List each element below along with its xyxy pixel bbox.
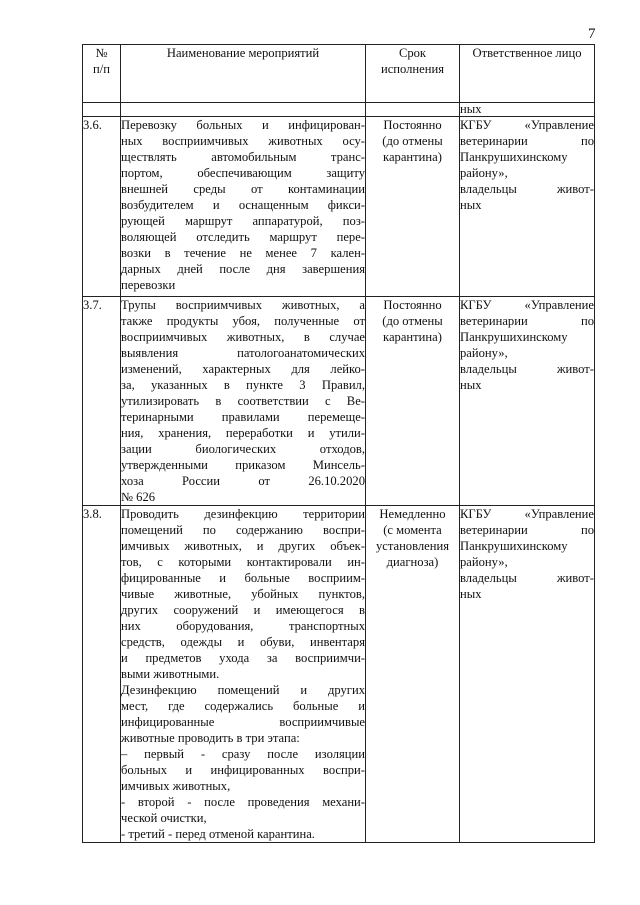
header-term	[366, 45, 460, 103]
measure-text-line: средств, одежды и обуви, инвентаря	[121, 635, 365, 649]
term-text-line: (до отмены	[382, 314, 443, 328]
measure-text-line: выявления патологоанатомических	[121, 346, 365, 360]
term-text-line: (до отмены	[382, 134, 443, 148]
responsible-text-line: владельцы живот-	[460, 182, 594, 196]
continuation-text: ных	[460, 103, 595, 117]
responsible-text-line: ных	[460, 198, 482, 212]
measure-text-line: - второй - после проведения механи-	[121, 795, 365, 809]
measure-text-line: перевозки	[121, 278, 176, 292]
continuation-cell-empty	[121, 103, 366, 117]
table-row	[83, 297, 595, 506]
measure-text-line: за, указанных в пункте 3 Правил,	[121, 378, 365, 392]
responsible-person	[460, 506, 595, 843]
responsible-text-line: ветеринарии по	[460, 134, 594, 148]
responsible-text-line: району»,	[460, 166, 508, 180]
responsible-text-line: ветеринарии по	[460, 314, 594, 328]
measure-text-line: возбудителем и оснащенным фикси-	[121, 198, 365, 212]
responsible-text-line: КГБУ «Управление	[460, 118, 594, 132]
header-number	[83, 45, 121, 103]
measure-text-line: помещений по содержанию воспри-	[121, 523, 365, 537]
measure-text-line: животные проводить в три этапа:	[121, 731, 300, 745]
continuation-row	[83, 103, 595, 117]
measure-text-line: зации биологических отходов,	[121, 442, 365, 456]
measure-text-line: тов, с которыми контактировали ин-	[121, 555, 365, 569]
header-number-line: №	[95, 46, 108, 60]
responsible-text-line: ных	[460, 378, 482, 392]
measure-text-line: Трупы восприимчивых животных, а	[121, 298, 365, 312]
measure-text-line: восприимчивых животных, в случае	[121, 330, 365, 344]
term-text-line: диагноза)	[386, 555, 439, 569]
measure-text-line: ческой очистки,	[121, 811, 207, 825]
measure-text-line: также продукты убоя, полученные от	[121, 314, 365, 328]
term-text-line: Немедленно	[379, 507, 446, 521]
measure-text-line: хоза России от 26.10.2020	[121, 474, 365, 488]
measure-text-line: воляющей отследить маршрут пере-	[121, 230, 365, 244]
measure-text-line: рующей маршрут аппаратурой, поз-	[121, 214, 365, 228]
measure-text-line: возки в течение не менее 7 кален-	[121, 246, 365, 260]
measure-text-line: ществлять автомобильным транс-	[121, 150, 365, 164]
responsible-text-line: владельцы живот-	[460, 362, 594, 376]
measures-table	[82, 44, 595, 843]
measure-text-line: изменений, характерных для лейко-	[121, 362, 365, 376]
measure-text-line: других сооружений и имеющегося в	[121, 603, 365, 617]
responsible-text-line: району»,	[460, 346, 508, 360]
header-measure-name: Наименование мероприятий	[121, 45, 366, 103]
measure-text-line: больных и инфицированных воспри-	[121, 763, 365, 777]
measure-text-line: имчивых животных,	[121, 779, 231, 793]
execution-term	[366, 506, 460, 843]
row-number: 3.6.	[83, 117, 121, 297]
measure-text-line: портом, обеспечивающим защиту	[121, 166, 365, 180]
term-text-line: карантина)	[383, 150, 442, 164]
measure-description	[121, 506, 366, 843]
measure-text-line: внешней среды от контаминации	[121, 182, 365, 196]
responsible-text-line: КГБУ «Управление	[460, 507, 594, 521]
header-term-line: Срок	[398, 46, 427, 60]
execution-term	[366, 297, 460, 506]
term-text-line: карантина)	[383, 330, 442, 344]
measure-text-line: теринарными правилами перемеще-	[121, 410, 365, 424]
measure-text-line: них оборудования, транспортных	[121, 619, 365, 633]
measure-text-line: Дезинфекцию помещений и других	[121, 683, 365, 697]
measure-text-line: инфицированные восприимчивые	[121, 715, 365, 729]
responsible-person	[460, 117, 595, 297]
row-number: 3.7.	[83, 297, 121, 506]
responsible-text-line: ных	[460, 587, 482, 601]
header-number-line: п/п	[93, 62, 110, 76]
measure-text-line: чивые животные, убойных пунктов,	[121, 587, 365, 601]
responsible-text-line: району»,	[460, 555, 508, 569]
measure-text-line: - третий - перед отменой карантина.	[121, 827, 315, 841]
continuation-cell-empty	[366, 103, 460, 117]
responsible-text-line: Панкрушихинскому	[460, 150, 568, 164]
responsible-person	[460, 297, 595, 506]
term-text-line: Постоянно	[383, 118, 442, 132]
row-number: 3.8.	[83, 506, 121, 843]
execution-term	[366, 117, 460, 297]
measure-text-line: ния, хранения, переработки и утили-	[121, 426, 365, 440]
header-responsible: Ответственное лицо	[460, 45, 595, 103]
table-header-row	[83, 45, 595, 103]
measure-text-line: – первый - сразу после изоляции	[121, 747, 365, 761]
measure-text-line: № 626	[121, 490, 156, 504]
term-text-line: (с момента	[383, 523, 442, 537]
continuation-cell-empty	[83, 103, 121, 117]
measure-text-line: Перевозку больных и инфицирован-	[121, 118, 365, 132]
measure-text-line: фицированные и больные восприим-	[121, 571, 365, 585]
measure-text-line: Проводить дезинфекцию территории	[121, 507, 365, 521]
responsible-text-line: КГБУ «Управление	[460, 298, 594, 312]
measure-text-line: имчивых животных, и других объек-	[121, 539, 365, 553]
measure-text-line: мест, где содержались больные и	[121, 699, 365, 713]
responsible-text-line: Панкрушихинскому	[460, 330, 568, 344]
measure-description	[121, 117, 366, 297]
header-term-line: исполнения	[380, 62, 445, 76]
measure-description	[121, 297, 366, 506]
measure-text-line: утвержденными приказом Минсель-	[121, 458, 365, 472]
measure-text-line: ных восприимчивых животных осу-	[121, 134, 365, 148]
page-number: 7	[588, 26, 596, 42]
responsible-text-line: владельцы живот-	[460, 571, 594, 585]
term-text-line: Постоянно	[383, 298, 442, 312]
responsible-text-line: Панкрушихинскому	[460, 539, 568, 553]
responsible-text-line: ветеринарии по	[460, 523, 594, 537]
table-row	[83, 506, 595, 843]
measure-text-line: и предметов ухода за восприимчи-	[121, 651, 365, 665]
table-row	[83, 117, 595, 297]
measure-text-line: дарных дней после дня завершения	[121, 262, 365, 276]
measure-text-line: выми животными.	[121, 667, 220, 681]
measure-text-line: утилизировать в соответствии с Ве-	[121, 394, 365, 408]
term-text-line: установления	[375, 539, 450, 553]
